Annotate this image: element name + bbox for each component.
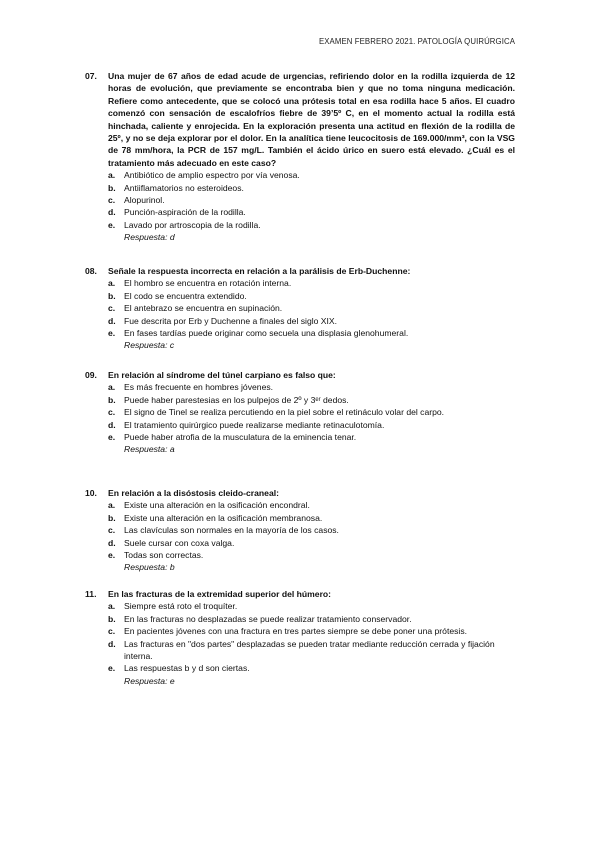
option-e	[108, 327, 515, 339]
option-letter: c.	[108, 303, 116, 314]
option-text: Antibiótico de amplio espectro por vía venosa.	[124, 170, 300, 181]
option-d	[108, 206, 515, 218]
question-08	[85, 265, 515, 352]
question-stem: En relación al síndrome del túnel carpiano es falso que:	[108, 370, 336, 380]
option-a	[108, 277, 515, 289]
answer-line	[108, 339, 515, 351]
option-text: Existe una alteración en la osificación membranosa.	[124, 512, 323, 523]
option-a	[108, 600, 515, 612]
question-stem: Señale la respuesta incorrecta en relación a la parálisis de Erb-Duchenne:	[108, 266, 411, 276]
option-letter: e.	[108, 550, 116, 561]
option-b	[108, 512, 515, 524]
option-text: Alopurinol.	[124, 195, 165, 206]
option-letter: d.	[108, 638, 116, 649]
answer-label: Respuesta:	[124, 675, 168, 686]
answer-value: e	[169, 675, 175, 686]
question-10	[85, 487, 515, 574]
option-letter: c.	[108, 525, 116, 536]
question-number: 07.	[85, 71, 97, 81]
question-number: 11.	[85, 589, 97, 599]
answer-value: b	[169, 562, 175, 573]
option-d	[108, 315, 515, 327]
answer-value: a	[169, 444, 175, 455]
option-c	[108, 625, 515, 637]
option-a	[108, 381, 515, 393]
question-stem: En las fracturas de la extremidad superior del húmero:	[108, 589, 332, 599]
option-letter: b.	[108, 290, 116, 301]
option-letter: e.	[108, 432, 116, 443]
answer-line	[108, 443, 515, 455]
option-text: Puede haber parestesias en los pulpejos de 2º y 3ᵉʳ dedos.	[124, 394, 349, 405]
option-letter: e.	[108, 328, 116, 339]
option-letter: d.	[108, 315, 116, 326]
option-text: Todas son correctas.	[124, 550, 204, 561]
option-c	[108, 194, 515, 206]
option-text: Es más frecuente en hombres jóvenes.	[124, 382, 274, 393]
question-07	[85, 70, 515, 244]
option-d	[108, 419, 515, 431]
option-c	[108, 302, 515, 314]
option-letter: c.	[108, 626, 116, 637]
option-text: Puede haber atrofia de la musculatura de la eminencia tenar.	[124, 432, 357, 443]
option-letter: b.	[108, 182, 116, 193]
answer-label: Respuesta:	[124, 444, 168, 455]
option-e	[108, 219, 515, 231]
option-text: Fue descrita por Erb y Duchenne a finales del siglo XIX.	[124, 315, 338, 326]
option-e	[108, 662, 515, 674]
option-letter: a.	[108, 500, 116, 511]
option-b	[108, 290, 515, 302]
option-letter: d.	[108, 419, 116, 430]
option-text: Existe una alteración en la osificación encondral.	[124, 500, 310, 511]
option-text: Punción-aspiración de la rodilla.	[124, 207, 246, 218]
answer-line	[108, 231, 515, 243]
option-text: Las clavículas son normales en la mayoría de los casos.	[124, 525, 339, 536]
option-letter: b.	[108, 613, 116, 624]
option-letter: d.	[108, 537, 116, 548]
option-letter: a.	[108, 278, 116, 289]
option-d	[108, 537, 515, 549]
option-e	[108, 549, 515, 561]
question-number: 08.	[85, 266, 97, 276]
option-text: En las fracturas no desplazadas se puede realizar tratamiento conservador.	[124, 613, 412, 624]
option-d	[108, 638, 515, 663]
option-b	[108, 613, 515, 625]
option-text: Suele cursar con coxa valga.	[124, 537, 235, 548]
option-text: El tratamiento quirúrgico puede realizarse mediante retinaculotomía.	[124, 419, 385, 430]
option-letter: b.	[108, 512, 116, 523]
option-b	[108, 182, 515, 194]
option-text: Siempre está roto el troquíter.	[124, 601, 238, 612]
option-a	[108, 499, 515, 511]
answer-value: c	[169, 340, 175, 351]
option-text: El hombro se encuentra en rotación interna.	[124, 278, 292, 289]
answer-line	[108, 561, 515, 573]
option-b	[108, 394, 515, 406]
answer-label: Respuesta:	[124, 562, 168, 573]
option-e	[108, 431, 515, 443]
answer-label: Respuesta:	[124, 340, 168, 351]
answer-line	[108, 675, 515, 687]
option-letter: d.	[108, 207, 116, 218]
option-letter: e.	[108, 219, 116, 230]
option-letter: a.	[108, 170, 116, 181]
question-stem: En relación a la disóstosis cleido-craneal:	[108, 488, 279, 498]
question-number: 09.	[85, 370, 97, 380]
option-text: Lavado por artroscopia de la rodilla.	[124, 219, 261, 230]
option-letter: b.	[108, 394, 116, 405]
question-stem: Una mujer de 67 años de edad acude de urgencias, refiriendo dolor en la rodilla izquierda de 12 horas de evolución, que previamente se encontraba bien y que no toma ninguna medicación. Refiere como antecedente, que se colocó una prótesis total en esa rodilla hace 5 años. El cuadro comenzó con sensación de escalofríos fiebre de 39’5º C, en el momento actual la rodilla está hinchada, caliente y enrojecida. En la exploración presenta una actitud en flexión de la rodilla de 25º, y no se deja explorar por el dolor. En la analítica tiene leucocitosis de 169.000/mm³, con la VSG de 78 mm/hora, la PCR de 157 mg/L. También el ácido úrico en suero está elevado. ¿Cuál es el tratamiento más adecuado en este caso?	[108, 71, 515, 168]
question-number: 10.	[85, 488, 97, 498]
option-text: Antiiflamatorios no esteroideos.	[124, 182, 244, 193]
page-header-title: EXAMEN FEBRERO 2021. PATOLOGÍA QUIRÚRGICA	[318, 37, 515, 46]
option-text: Las fracturas en "dos partes" desplazadas se pueden tratar mediante reducción cerrada y fijación interna.	[124, 638, 495, 662]
question-11	[85, 588, 515, 687]
option-c	[108, 524, 515, 536]
option-text: Las respuestas b y d son ciertas.	[124, 663, 250, 674]
option-letter: e.	[108, 663, 116, 674]
option-text: El antebrazo se encuentra en supinación.	[124, 303, 283, 314]
option-text: El signo de Tinel se realiza percutiendo en la piel sobre el retináculo volar del carpo.	[124, 407, 445, 418]
answer-label: Respuesta:	[124, 232, 168, 243]
option-letter: c.	[108, 407, 116, 418]
option-text: El codo se encuentra extendido.	[124, 290, 247, 301]
option-letter: c.	[108, 195, 116, 206]
option-a	[108, 169, 515, 181]
option-text: En fases tardías puede originar como secuela una displasia glenohumeral.	[124, 328, 409, 339]
option-letter: a.	[108, 601, 116, 612]
answer-value: d	[169, 232, 175, 243]
option-letter: a.	[108, 382, 116, 393]
option-text: En pacientes jóvenes con una fractura en tres partes siempre se debe poner una prótesis.	[124, 626, 467, 637]
option-c	[108, 406, 515, 418]
question-09	[85, 369, 515, 456]
